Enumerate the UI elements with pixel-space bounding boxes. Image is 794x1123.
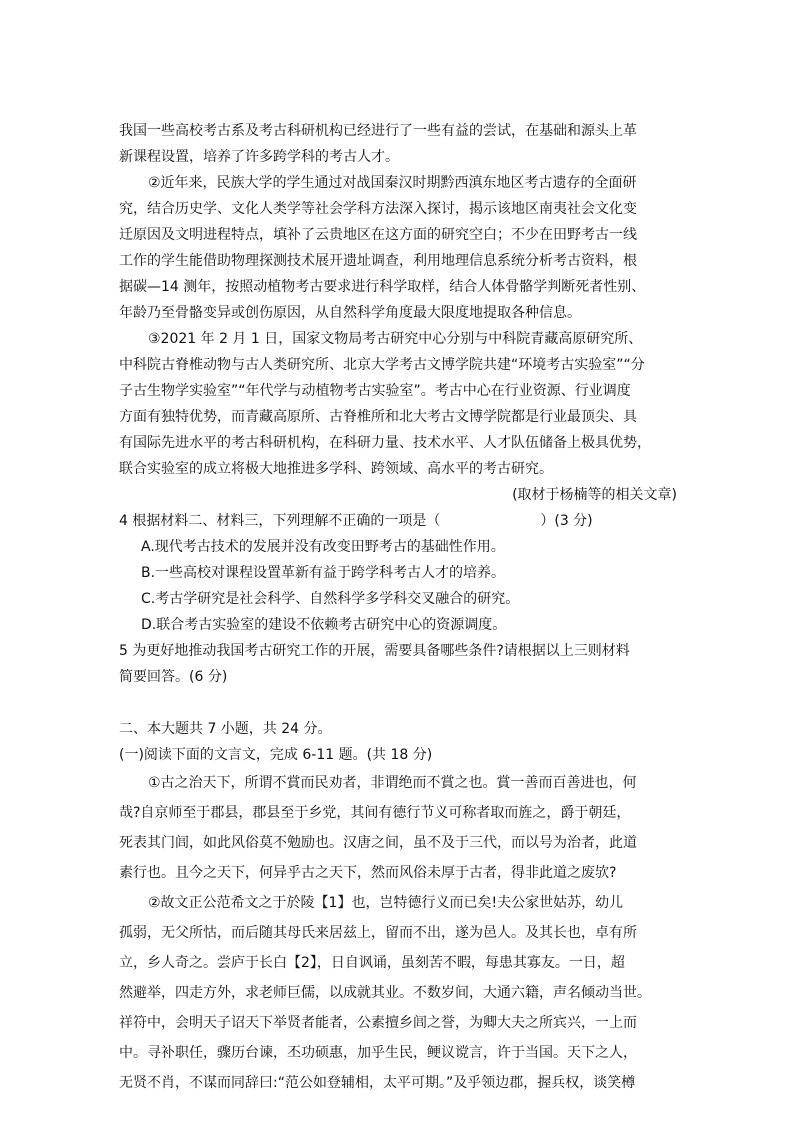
text-line: 中科院古脊椎动物与古人类研究所、北京大学考古文博学院共建“环境考古实验室”“分 (119, 357, 645, 373)
option-d: D.联合考古实验室的建设不依赖考古研究中心的资源调度。 (141, 617, 507, 633)
text-line: 立，乡人奇之。尝庐于长白【2】，日自讽诵，虽刻苦不暇，每患其寡友。一日，超 (119, 955, 625, 971)
question-5 (119, 638, 679, 690)
section-2-title: 二、本大题共 7 小题，共 24 分。 (119, 721, 332, 737)
text-line: 孤弱，无父所怙，而后随其母氏来居兹上，留而不出，遂为邑人。及其长也，卓有所 (119, 925, 637, 941)
text-line: 素行也。且今之天下，何异乎古之天下，然而风俗未厚于古者，得非此道之废欤? (119, 865, 617, 881)
text-line: 无贤不肖，不谋而同辞曰:“范公如登辅相，太平可期。”及乎领边郡，握兵权，谈笑樽 (119, 1075, 636, 1091)
section-2-subtitle: (一)阅读下面的文言文，完成 6-11 题。(共 18 分) (119, 747, 433, 763)
text-line: 哉?自京师至于郡县，郡县至于乡党，其间有德行节义可称者取而旌之，爵于朝廷， (119, 805, 631, 821)
text-line: ②故文正公范希文之于於陵【1】也，岂特德行义而已矣!夫公家世姑苏，幼儿 (148, 895, 624, 911)
text-line: 简要回答。(6 分) (119, 669, 228, 685)
text-line: 5 为更好地推动我国考古研究工作的开展，需要具备哪些条件?请根据以上三则材料 (119, 643, 630, 659)
text-line: ③2021 年 2 月 1 日，国家文物局考古研究中心分别与中科院青藏高原研究所、 (148, 331, 643, 347)
text-line: 工作的学生能借助物理探测技术展开遗址调查，利用地理信息系统分析考古资料，根 (119, 253, 637, 269)
passage-paragraph-3 (119, 326, 679, 482)
text-line: 然避举，四走方外，求老师巨儒，以成就其业。不数岁间，大通六籍，声名倾动当世。 (119, 985, 651, 1001)
text-line: 有国际先进水平的考古科研机构，在科研力量、技术水平、人才队伍储备上极具优势， (119, 435, 651, 451)
question-4-score: ）(3 分) (540, 513, 593, 529)
text-line: 祥符中，会明天子诏天下举贤者能者，公素擅乡闾之誉，为卿大夫之所宾兴，一上而 (119, 1015, 637, 1031)
text-line: ①古之治天下，所谓不賞而民劝者，非谓绝而不賞之也。賞一善而百善进也，何 (148, 775, 637, 791)
classical-paragraph-2 (119, 888, 679, 1098)
text-line: 究，结合历史学、文化人类学等社会学科方法深入探讨，揭示该地区南夷社会文化变 (119, 201, 637, 217)
text-line: 子古生物学实验室”“年代学与动植物考古实验室”。考古中心在行业资源、行业调度 (119, 383, 631, 399)
text-line: 联合实验室的成立将极大地推进多学科、跨领域、高水平的考古研究。 (119, 461, 553, 477)
option-a: A.现代考古技术的发展并没有改变田野考古的基础性作用。 (141, 539, 505, 555)
text-line: 中。寻补职任，骤历台谏，丕功硕惠，加乎生民，鲠议谠言，许于当国。天下之人， (119, 1045, 637, 1061)
source-citation: (取材于杨楠等的相关文章) (512, 487, 677, 503)
question-4-stem-text: 4 根据材料二、材料三，下列理解不正确的一项是（ (119, 513, 441, 529)
text-line: 我国一些高校考古系及考古科研机构已经进行了一些有益的尝试，在基础和源头上革 (119, 123, 637, 139)
text-line: 据碳—14 测年，按照动植物考古要求进行科学取样，结合人体骨骼学判断死者性别、 (119, 279, 646, 295)
option-c: C.考古学研究是社会科学、自然科学多学科交叉融合的研究。 (141, 591, 520, 607)
text-line: 死表其门闾，如此风俗莫不勉励也。汉唐之间，虽不及于三代，而以号为治者，此道 (119, 835, 637, 851)
question-4-stem (119, 508, 679, 534)
document-body (119, 118, 679, 1098)
text-line: ②近年来，民族大学的学生通过对战国秦汉时期黔西滇东地区考古遗存的全面研 (148, 175, 637, 191)
text-line: 迁原因及文明进程特点，填补了云贵地区在这方面的研究空白；不少在田野考古一线 (119, 227, 637, 243)
passage-paragraph-2 (119, 170, 679, 326)
question-4 (119, 508, 679, 638)
text-line: 新课程设置，培养了许多跨学科的考古人才。 (119, 149, 399, 165)
text-line: 年龄乃至骨骼变异或创伤原因，从自然科学角度最大限度地提取各种信息。 (119, 305, 581, 321)
option-b: B.一些高校对课程设置革新有益于跨学科考古人才的培养。 (141, 565, 506, 581)
spacer (119, 690, 679, 716)
text-line: 方面有独特优势，而青藏高原所、古脊椎所和北大考古文博学院都是行业最顶尖、具 (119, 409, 637, 425)
classical-paragraph-1 (119, 768, 679, 888)
passage-paragraph-continued (119, 118, 679, 170)
